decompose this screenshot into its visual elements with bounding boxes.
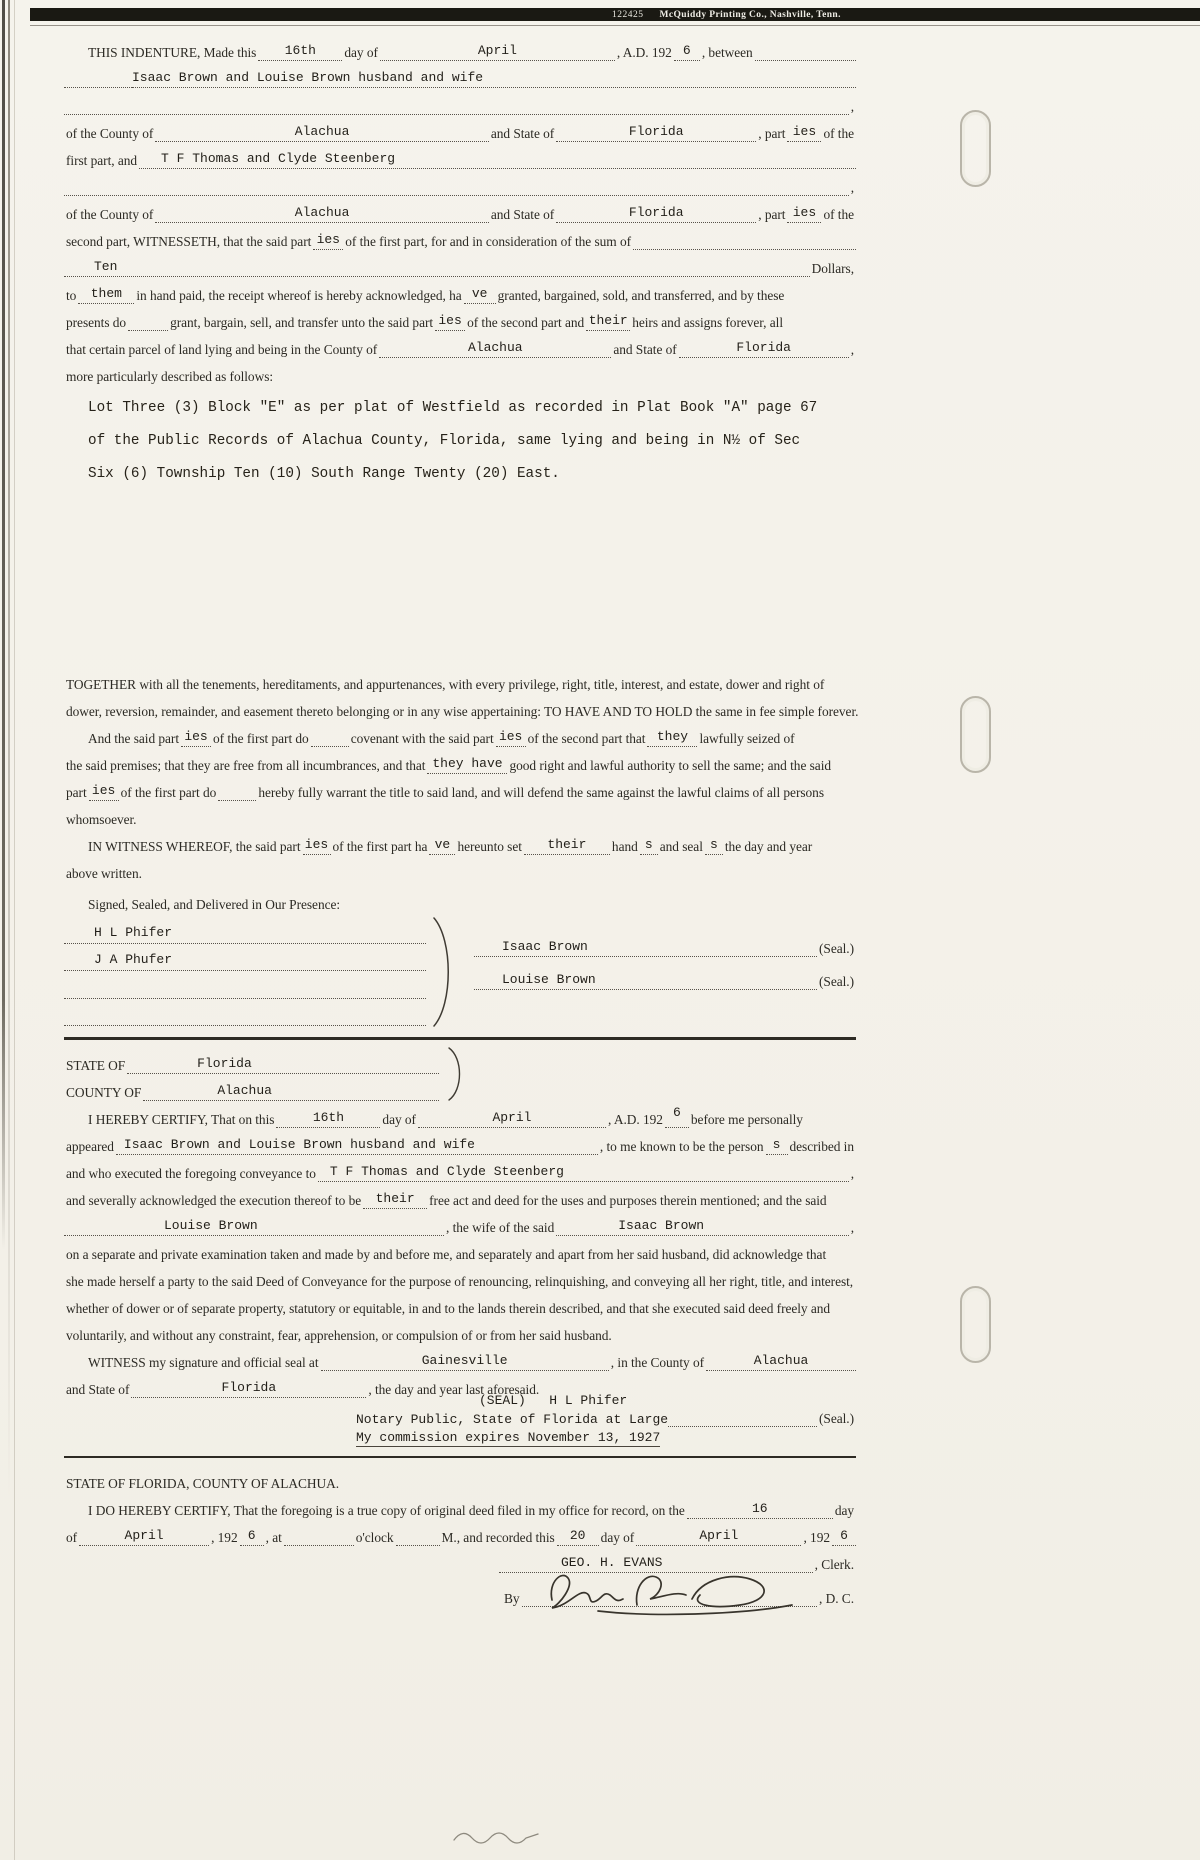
typed-entry: April bbox=[124, 1528, 164, 1544]
typed-entry: ies bbox=[304, 837, 329, 852]
dotted-blank bbox=[64, 1219, 444, 1236]
printed-text: THIS INDENTURE, Made this bbox=[88, 45, 257, 60]
blank-line bbox=[64, 169, 856, 196]
dotted-blank bbox=[240, 1529, 264, 1546]
grantor-signature-line bbox=[474, 957, 856, 990]
printed-text: the day and year bbox=[724, 839, 813, 854]
section-divider bbox=[64, 1037, 856, 1040]
dotted-blank bbox=[464, 287, 496, 304]
typed-entry: Gainesville bbox=[421, 1352, 508, 1368]
certify-line bbox=[64, 1128, 856, 1155]
typed-entry: Notary Public, State of Florida at Large bbox=[356, 1411, 669, 1427]
typed-entry: April bbox=[477, 43, 517, 58]
dotted-blank bbox=[313, 233, 343, 250]
printed-text: that certain parcel of land lying and being in the County of bbox=[66, 342, 378, 357]
printed-text: voluntarily, and without any constraint, fear, apprehension, or compulsion of or from her said husband. bbox=[66, 1327, 612, 1343]
printed-text: and State of bbox=[613, 342, 677, 357]
printed-text: o'clock bbox=[355, 1530, 394, 1546]
printed-text: of the first part do bbox=[120, 785, 217, 800]
printed-text: , bbox=[850, 99, 854, 114]
printed-text: lawfully seized of bbox=[699, 731, 795, 746]
notary-seal-line bbox=[479, 1392, 856, 1408]
printed-text: , the day and year last aforesaid. bbox=[368, 1381, 540, 1397]
printed-text: good right and lawful authority to sell the same; and the said bbox=[509, 758, 832, 773]
typed-entry: their bbox=[588, 313, 628, 328]
brace-icon bbox=[426, 916, 460, 1028]
printed-text: Signed, Sealed, and Delivered in Our Presence: bbox=[88, 897, 341, 912]
typed-entry: Louise Brown bbox=[164, 1217, 258, 1233]
dotted-blank bbox=[155, 125, 489, 142]
dotted-blank bbox=[284, 1529, 354, 1546]
typed-entry: they bbox=[656, 729, 689, 744]
dotted-blank bbox=[556, 206, 756, 223]
printed-text: , part bbox=[758, 126, 786, 141]
dotted-blank bbox=[522, 1590, 817, 1607]
dotted-blank bbox=[636, 1529, 801, 1546]
typed-entry: ies bbox=[184, 729, 208, 744]
punch-hole bbox=[960, 110, 991, 187]
dotted-blank bbox=[418, 1111, 606, 1128]
witness-signature-line bbox=[64, 999, 426, 1027]
witness-signature-line bbox=[64, 916, 426, 944]
acknowledgment-venue bbox=[64, 1047, 856, 1101]
witness-signature-line bbox=[64, 971, 426, 999]
printed-text: of bbox=[66, 1530, 78, 1546]
together-line bbox=[64, 693, 859, 720]
typed-entry: Florida bbox=[197, 1055, 252, 1071]
printed-text: on a separate and private examination taken and made by and before me, and separately and apart from her said husband, did acknowledge that bbox=[66, 1246, 827, 1262]
dotted-blank bbox=[181, 730, 211, 747]
dotted-blank bbox=[64, 98, 849, 115]
printed-text: above written. bbox=[66, 866, 142, 881]
blank-space bbox=[64, 491, 856, 666]
typed-entry: their bbox=[547, 837, 587, 852]
typed-entry: s bbox=[644, 837, 653, 852]
dotted-blank bbox=[64, 179, 849, 196]
typed-entry: s bbox=[709, 837, 718, 852]
printed-text: and State of bbox=[66, 1381, 130, 1397]
typed-entry: Isaac Brown bbox=[618, 1217, 705, 1233]
typed-entry: Isaac Brown bbox=[502, 939, 588, 954]
printed-text: M., and recorded this bbox=[441, 1530, 555, 1546]
typed-entry: (SEAL) H L Phifer bbox=[479, 1392, 628, 1408]
printed-text: STATE OF FLORIDA, COUNTY OF ALACHUA. bbox=[66, 1476, 340, 1492]
dotted-blank bbox=[363, 1192, 427, 1209]
typed-entry: Florida bbox=[628, 205, 684, 220]
typed-entry: 20 bbox=[569, 1528, 586, 1544]
dotted-blank bbox=[380, 44, 615, 61]
seal-label: (Seal.) bbox=[819, 941, 854, 956]
punch-hole bbox=[960, 1286, 991, 1363]
printed-text: and seal bbox=[659, 839, 703, 854]
printed-text: , D. C. bbox=[819, 1591, 854, 1607]
typed-entry: Alachua bbox=[294, 205, 350, 220]
seal-label: (Seal.) bbox=[819, 974, 854, 989]
dotted-blank bbox=[321, 1354, 609, 1371]
printed-text: , A.D. 192 bbox=[616, 45, 672, 60]
scan-edge-line bbox=[14, 0, 15, 1860]
signature-block bbox=[64, 916, 856, 1028]
grantor-names-line bbox=[64, 61, 856, 88]
certify-line bbox=[64, 1263, 856, 1290]
printed-text: of the first part ha bbox=[332, 839, 428, 854]
printed-text: TOGETHER with all the tenements, hereditaments, and appurtenances, with every privilege, right, title, interest, and estate, dower and right of bbox=[66, 677, 825, 692]
printed-text: dower, reversion, remainder, and easement thereto belonging or in any wise appertaining: TO HAVE AND TO HOLD the same in fee simple forever. bbox=[66, 704, 859, 719]
printed-text: hereunto set bbox=[457, 839, 522, 854]
grantor-signature-line bbox=[474, 924, 856, 957]
blank-line bbox=[64, 88, 856, 115]
venue-column bbox=[64, 1047, 439, 1101]
printed-text: the said premises; that they are free from all incumbrances, and that bbox=[66, 758, 426, 773]
printed-text: whomsoever. bbox=[66, 812, 137, 827]
printed-text: of the County of bbox=[66, 126, 154, 141]
dotted-blank bbox=[79, 1529, 209, 1546]
dotted-blank bbox=[78, 287, 134, 304]
typed-entry: ve bbox=[434, 837, 451, 852]
dotted-blank bbox=[665, 1104, 689, 1128]
dotted-blank bbox=[687, 1502, 833, 1519]
dotted-blank bbox=[64, 260, 810, 277]
recording-line bbox=[64, 1519, 856, 1546]
typed-entry: Alachua bbox=[217, 1082, 272, 1098]
grant-line bbox=[64, 304, 856, 331]
dotted-blank bbox=[586, 314, 630, 331]
printed-text: , part bbox=[758, 207, 786, 222]
printed-text: IN WITNESS WHEREOF, the said part bbox=[88, 839, 301, 854]
typed-entry: H L Phifer bbox=[94, 924, 173, 940]
above-written-line bbox=[64, 855, 856, 882]
printed-text: hand bbox=[611, 839, 638, 854]
dotted-blank bbox=[706, 1354, 856, 1371]
printed-text: of the first part, for and in consideration of the sum of bbox=[345, 234, 631, 249]
dotted-blank bbox=[766, 1138, 788, 1155]
dotted-blank bbox=[155, 206, 489, 223]
dotted-blank bbox=[64, 71, 132, 88]
typed-entry: Florida bbox=[736, 340, 791, 355]
typed-entry: them bbox=[90, 286, 122, 301]
typed-entry: April bbox=[492, 1109, 532, 1125]
typed-entry: ies bbox=[498, 729, 523, 744]
printed-text: , A.D. 192 bbox=[607, 1111, 663, 1127]
covenant-line bbox=[64, 801, 856, 828]
typed-entry: ve bbox=[471, 286, 488, 301]
dotted-blank bbox=[435, 314, 465, 331]
typed-entry: 16 bbox=[752, 1501, 768, 1517]
second-party-names-line bbox=[64, 142, 856, 169]
printed-text: granted, bargained, sold, and transferred, and by these bbox=[497, 288, 785, 303]
printed-text: part bbox=[66, 785, 87, 800]
printed-text: , 192 bbox=[803, 1530, 830, 1546]
typed-entry: Ten bbox=[94, 259, 118, 274]
presence-line bbox=[64, 886, 856, 913]
typed-entry: T F Thomas and Clyde Steenberg bbox=[329, 1163, 564, 1179]
printed-text: day of bbox=[344, 45, 378, 60]
witness-whereof-line bbox=[64, 828, 856, 855]
dotted-blank bbox=[396, 1529, 440, 1546]
printed-text: to bbox=[66, 288, 77, 303]
covenant-line bbox=[64, 747, 856, 774]
printed-text: of the second part that bbox=[527, 731, 646, 746]
printer-bar bbox=[30, 8, 1200, 21]
recording-line bbox=[64, 1492, 856, 1519]
typed-entry: ies bbox=[316, 232, 340, 247]
typed-entry: ies bbox=[792, 205, 817, 220]
witness-signature-line bbox=[64, 944, 426, 972]
indenture-line-1 bbox=[64, 34, 856, 61]
printed-text: And the said part bbox=[88, 731, 180, 746]
printed-text: of the second part and bbox=[467, 315, 585, 330]
printed-text: more particularly described as follows: bbox=[66, 369, 274, 384]
typed-entry: T F Thomas and Clyde Steenberg bbox=[161, 151, 396, 166]
typed-entry: Florida bbox=[628, 124, 684, 139]
printed-text: , bbox=[850, 342, 854, 357]
dotted-blank bbox=[679, 341, 849, 358]
witness-seal-line bbox=[64, 1344, 856, 1371]
state-line bbox=[64, 1047, 439, 1074]
typed-entry: s bbox=[772, 1136, 781, 1152]
typed-entry: their bbox=[375, 1190, 415, 1206]
dotted-blank bbox=[640, 838, 658, 855]
printed-text: second part, WITNESSETH, that the said part bbox=[66, 234, 312, 249]
dotted-blank bbox=[139, 152, 856, 169]
printed-text: covenant with the said part bbox=[350, 731, 494, 746]
typed-entry: April bbox=[699, 1528, 739, 1544]
printed-text: free act and deed for the uses and purposes therein mentioned; and the said bbox=[429, 1192, 827, 1208]
deputy-clerk-signature bbox=[540, 1562, 800, 1616]
printed-text: heirs and assigns forever, all bbox=[632, 315, 783, 330]
scan-mark bbox=[452, 1828, 542, 1848]
typed-entry: ies bbox=[792, 124, 817, 139]
printed-text: WITNESS my signature and official seal at bbox=[88, 1354, 319, 1370]
dotted-blank bbox=[318, 1165, 849, 1182]
dotted-blank bbox=[128, 314, 168, 331]
consideration-line bbox=[64, 250, 856, 277]
dotted-blank bbox=[674, 44, 700, 61]
form-number: 122425 bbox=[612, 9, 644, 20]
typed-entry: ies bbox=[91, 783, 116, 798]
dotted-blank bbox=[218, 784, 256, 801]
county-line bbox=[64, 1074, 439, 1101]
printed-text: first part, and bbox=[66, 153, 138, 168]
printed-text: , Clerk. bbox=[814, 1557, 854, 1573]
dotted-blank bbox=[303, 838, 331, 855]
typed-entry: Florida bbox=[221, 1379, 277, 1395]
typed-entry: Isaac Brown and Louise Brown husband and wife bbox=[123, 1136, 475, 1152]
printed-text: and State of bbox=[490, 207, 555, 222]
printed-text: COUNTY OF bbox=[66, 1084, 142, 1100]
notary-commission-line bbox=[356, 1427, 856, 1447]
second-party-county-line bbox=[64, 196, 856, 223]
typed-entry: 16th bbox=[312, 1109, 345, 1125]
certify-line bbox=[64, 1317, 856, 1344]
printed-text: of the first part do bbox=[213, 731, 309, 746]
printed-text: By bbox=[504, 1591, 520, 1607]
certify-line bbox=[64, 1155, 856, 1182]
typed-entry: 16th bbox=[284, 43, 316, 58]
typed-entry: GEO. H. EVANS bbox=[561, 1555, 663, 1571]
printer-company: McQuiddy Printing Co., Nashville, Tenn. bbox=[659, 9, 841, 20]
header-rule bbox=[30, 25, 1200, 26]
printed-text: of the bbox=[823, 126, 854, 141]
deed-document bbox=[64, 34, 859, 1607]
printed-text: Dollars, bbox=[811, 261, 854, 276]
dotted-blank bbox=[755, 44, 856, 61]
recording-heading bbox=[64, 1465, 856, 1492]
dotted-blank bbox=[633, 233, 856, 250]
typed-entry: Isaac Brown and Louise Brown husband and wife bbox=[132, 70, 484, 85]
dotted-blank bbox=[524, 838, 610, 855]
witnesseth-line bbox=[64, 223, 856, 250]
printed-text: , bbox=[850, 180, 854, 195]
printed-text: , bbox=[850, 1219, 854, 1235]
dotted-blank bbox=[132, 71, 856, 88]
printed-text: grant, bargain, sell, and transfer unto the said part bbox=[170, 315, 434, 330]
printed-text: I HEREBY CERTIFY, That on this bbox=[88, 1111, 275, 1127]
typed-entry: Alachua bbox=[294, 124, 350, 139]
printed-text: described in bbox=[789, 1138, 854, 1154]
printed-text: presents do bbox=[66, 315, 127, 330]
printed-text: appeared bbox=[66, 1138, 114, 1154]
dotted-blank bbox=[787, 206, 821, 223]
dotted-blank bbox=[496, 730, 526, 747]
property-description bbox=[88, 392, 856, 491]
certify-line bbox=[64, 1209, 856, 1236]
dotted-blank bbox=[556, 125, 756, 142]
dotted-blank bbox=[143, 1084, 439, 1101]
typed-entry: 6 bbox=[673, 1104, 681, 1120]
scan-edge-line bbox=[8, 0, 10, 1500]
printed-text: she made herself a party to the said Deed of Conveyance for the purpose of renouncing, relinquishing, and conveying all her right, title, and interest, bbox=[66, 1273, 854, 1289]
printed-text: , between bbox=[701, 45, 753, 60]
printed-text: , to me known to be the person bbox=[599, 1138, 764, 1154]
printed-text: , bbox=[850, 1165, 854, 1181]
covenant-line bbox=[64, 720, 856, 747]
certify-line bbox=[64, 1182, 856, 1209]
deputy-clerk-line bbox=[502, 1573, 856, 1607]
receipt-line bbox=[64, 277, 856, 304]
typed-entry: ies bbox=[438, 313, 462, 328]
dotted-blank bbox=[787, 125, 821, 142]
typed-entry: Louise Brown bbox=[502, 972, 596, 987]
described-as-line bbox=[64, 358, 856, 385]
printed-text: day bbox=[834, 1503, 854, 1519]
printed-text: in hand paid, the receipt whereof is hereby acknowledged, ha bbox=[136, 288, 462, 303]
covenant-line bbox=[64, 774, 856, 801]
dotted-blank bbox=[556, 1219, 848, 1236]
witness-signature-column bbox=[64, 916, 426, 1028]
spacer bbox=[473, 1047, 856, 1101]
certify-line bbox=[64, 1236, 856, 1263]
dotted-blank bbox=[668, 1410, 817, 1427]
dotted-blank bbox=[832, 1529, 856, 1546]
seal-label: (Seal.) bbox=[819, 1410, 854, 1426]
dotted-blank bbox=[647, 730, 697, 747]
first-party-county-line bbox=[64, 115, 856, 142]
dotted-blank bbox=[474, 940, 817, 957]
dotted-blank bbox=[276, 1111, 380, 1128]
printed-text: day of bbox=[600, 1530, 635, 1546]
description-line: Six (6) Township Ten (10) South Range Twenty (20) East. bbox=[88, 466, 560, 482]
dotted-blank bbox=[474, 973, 817, 990]
printed-text: , in the County of bbox=[610, 1354, 704, 1370]
printed-text: , at bbox=[265, 1530, 282, 1546]
typed-entry: they have bbox=[432, 756, 503, 771]
typed-entry: 6 bbox=[247, 1528, 256, 1544]
printed-text: , the wife of the said bbox=[446, 1219, 555, 1235]
dotted-blank bbox=[89, 784, 119, 801]
dotted-blank bbox=[131, 1381, 366, 1398]
typed-entry: Alachua bbox=[467, 340, 523, 355]
dotted-blank bbox=[705, 838, 723, 855]
punch-hole bbox=[960, 696, 991, 773]
grantor-signature-column bbox=[460, 916, 856, 1028]
printed-text: and severally acknowledged the execution thereof to be bbox=[66, 1192, 362, 1208]
dotted-blank bbox=[429, 838, 455, 855]
dotted-blank bbox=[258, 44, 342, 61]
typed-entry: 6 bbox=[840, 1528, 848, 1544]
dotted-blank bbox=[311, 730, 349, 747]
printed-text: STATE OF bbox=[66, 1057, 126, 1073]
section-divider bbox=[64, 1456, 856, 1459]
typed-entry: 6 bbox=[682, 43, 691, 58]
dotted-blank bbox=[379, 341, 611, 358]
dotted-blank bbox=[427, 757, 507, 774]
printed-text: and State of bbox=[490, 126, 555, 141]
dotted-blank bbox=[557, 1529, 599, 1546]
printed-text: of the bbox=[823, 207, 854, 222]
certify-line bbox=[64, 1290, 856, 1317]
description-line: Lot Three (3) Block "E" as per plat of Westfield as recorded in Plat Book "A" page 67 bbox=[88, 400, 818, 416]
certify-line bbox=[64, 1101, 856, 1128]
printed-text: and who executed the foregoing conveyance to bbox=[66, 1165, 316, 1181]
printed-text: before me personally bbox=[690, 1111, 803, 1127]
typed-entry: J A Phufer bbox=[94, 952, 173, 967]
printed-text: , 192 bbox=[211, 1530, 238, 1546]
brace-icon bbox=[439, 1047, 473, 1101]
scan-edge-line bbox=[2, 0, 5, 1250]
printed-text: of the County of bbox=[66, 207, 154, 222]
printed-text: I DO HEREBY CERTIFY, That the foregoing is a true copy of original deed filed in my office for record, on the bbox=[88, 1503, 685, 1519]
printed-text: whether of dower or of separate property, statutory or equitable, in and to the lands therein described, and that she executed said deed freely and bbox=[66, 1300, 831, 1316]
dotted-blank bbox=[116, 1138, 598, 1155]
typed-entry: My commission expires November 13, 1927 bbox=[356, 1429, 661, 1445]
parcel-location-line bbox=[64, 331, 856, 358]
printed-text: day of bbox=[382, 1111, 416, 1127]
description-line: of the Public Records of Alachua County, Florida, same lying and being in N½ of Sec bbox=[88, 433, 801, 449]
together-line bbox=[64, 666, 856, 693]
notary-title-line bbox=[356, 1408, 856, 1427]
dotted-blank bbox=[127, 1057, 439, 1074]
printed-text: hereby fully warrant the title to said land, and will defend the same against the lawful claims of all persons bbox=[258, 785, 824, 800]
typed-entry: Alachua bbox=[753, 1352, 809, 1368]
